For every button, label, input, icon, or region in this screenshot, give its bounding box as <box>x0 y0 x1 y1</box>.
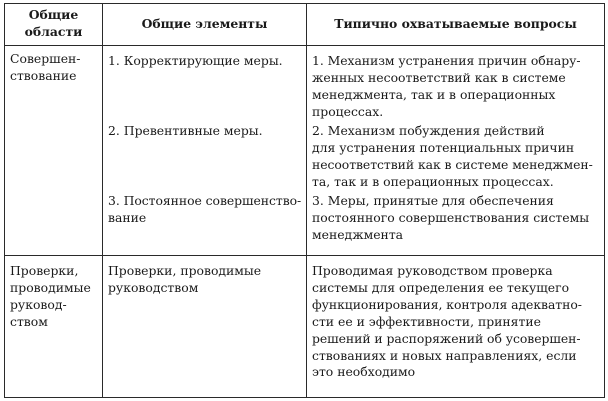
row-divider <box>4 255 605 256</box>
issue-line: менеджмента <box>312 226 404 242</box>
element-line: вание <box>108 209 147 225</box>
table-right-border <box>604 3 605 398</box>
area-line: ствование <box>10 67 77 83</box>
issue-line: решений и распоряжений об усовершен- <box>312 330 581 346</box>
header-bottom-border <box>4 45 605 46</box>
header-line: области <box>24 23 83 39</box>
table-bottom-border <box>4 397 605 398</box>
element-continual-improvement <box>108 193 301 227</box>
issue-preventive-actions <box>312 123 593 191</box>
header-typical-issues <box>307 16 604 33</box>
issue-continual-improvement <box>312 193 589 244</box>
issue-line: 1. Механизм устранения причин обнару- <box>312 53 581 68</box>
header-line: Общие элементы <box>141 16 268 31</box>
area-improvement <box>10 51 80 85</box>
issue-line: системы для определения ее текущего <box>312 279 570 295</box>
header-general-elements <box>103 16 306 33</box>
header-general-areas <box>5 7 102 41</box>
element-management-review <box>108 263 261 297</box>
issue-line: женных несоответствий как в системе <box>312 69 566 85</box>
area-management-review <box>10 263 91 331</box>
issue-line: для устранения потенциальных причин <box>312 139 575 155</box>
element-line: Проверки, проводимые <box>108 263 262 278</box>
issue-line: постоянного совершенствования системы <box>312 209 590 225</box>
issue-line: 2. Механизм побуждения действий <box>312 123 545 138</box>
issue-line: Проводимая руководством проверка <box>312 263 553 278</box>
issue-line: функционирования, контроля адекватно- <box>312 296 582 312</box>
area-line: Проверки, <box>10 263 79 278</box>
area-line: Совершен- <box>10 51 81 66</box>
element-line: 1. Корректирующие меры. <box>108 53 283 68</box>
issue-corrective-actions <box>312 53 581 121</box>
column-divider-2 <box>306 3 307 398</box>
element-line: 3. Постоянное совершенство- <box>108 193 302 208</box>
issue-line: это необходимо <box>312 364 416 380</box>
issue-management-review <box>312 263 582 381</box>
element-preventive-actions <box>108 123 263 140</box>
element-line: руководством <box>108 279 199 295</box>
issue-line: менеджмента, так и в операционных <box>312 86 556 102</box>
table-top-border <box>4 3 605 4</box>
header-line: Общие <box>28 7 79 22</box>
issue-line: процессах. <box>312 103 384 119</box>
area-line: проводимые <box>10 279 91 295</box>
element-line: 2. Превентивные меры. <box>108 123 263 138</box>
area-line: руковод- <box>10 296 67 312</box>
issue-line: та, так и в операционных процессах. <box>312 173 554 189</box>
issue-line: ствованиях и новых направлениях, если <box>312 347 577 363</box>
issue-line: несоответствий как в системе менеджмен- <box>312 156 593 172</box>
column-divider-1 <box>102 3 103 398</box>
area-line: ством <box>10 313 48 329</box>
element-corrective-actions <box>108 53 283 70</box>
header-line: Типично охватываемые вопросы <box>334 16 577 31</box>
issue-line: сти ее и эффективности, принятие <box>312 313 541 329</box>
issue-line: 3. Меры, принятые для обеспечения <box>312 193 554 208</box>
table-left-border <box>4 3 5 398</box>
